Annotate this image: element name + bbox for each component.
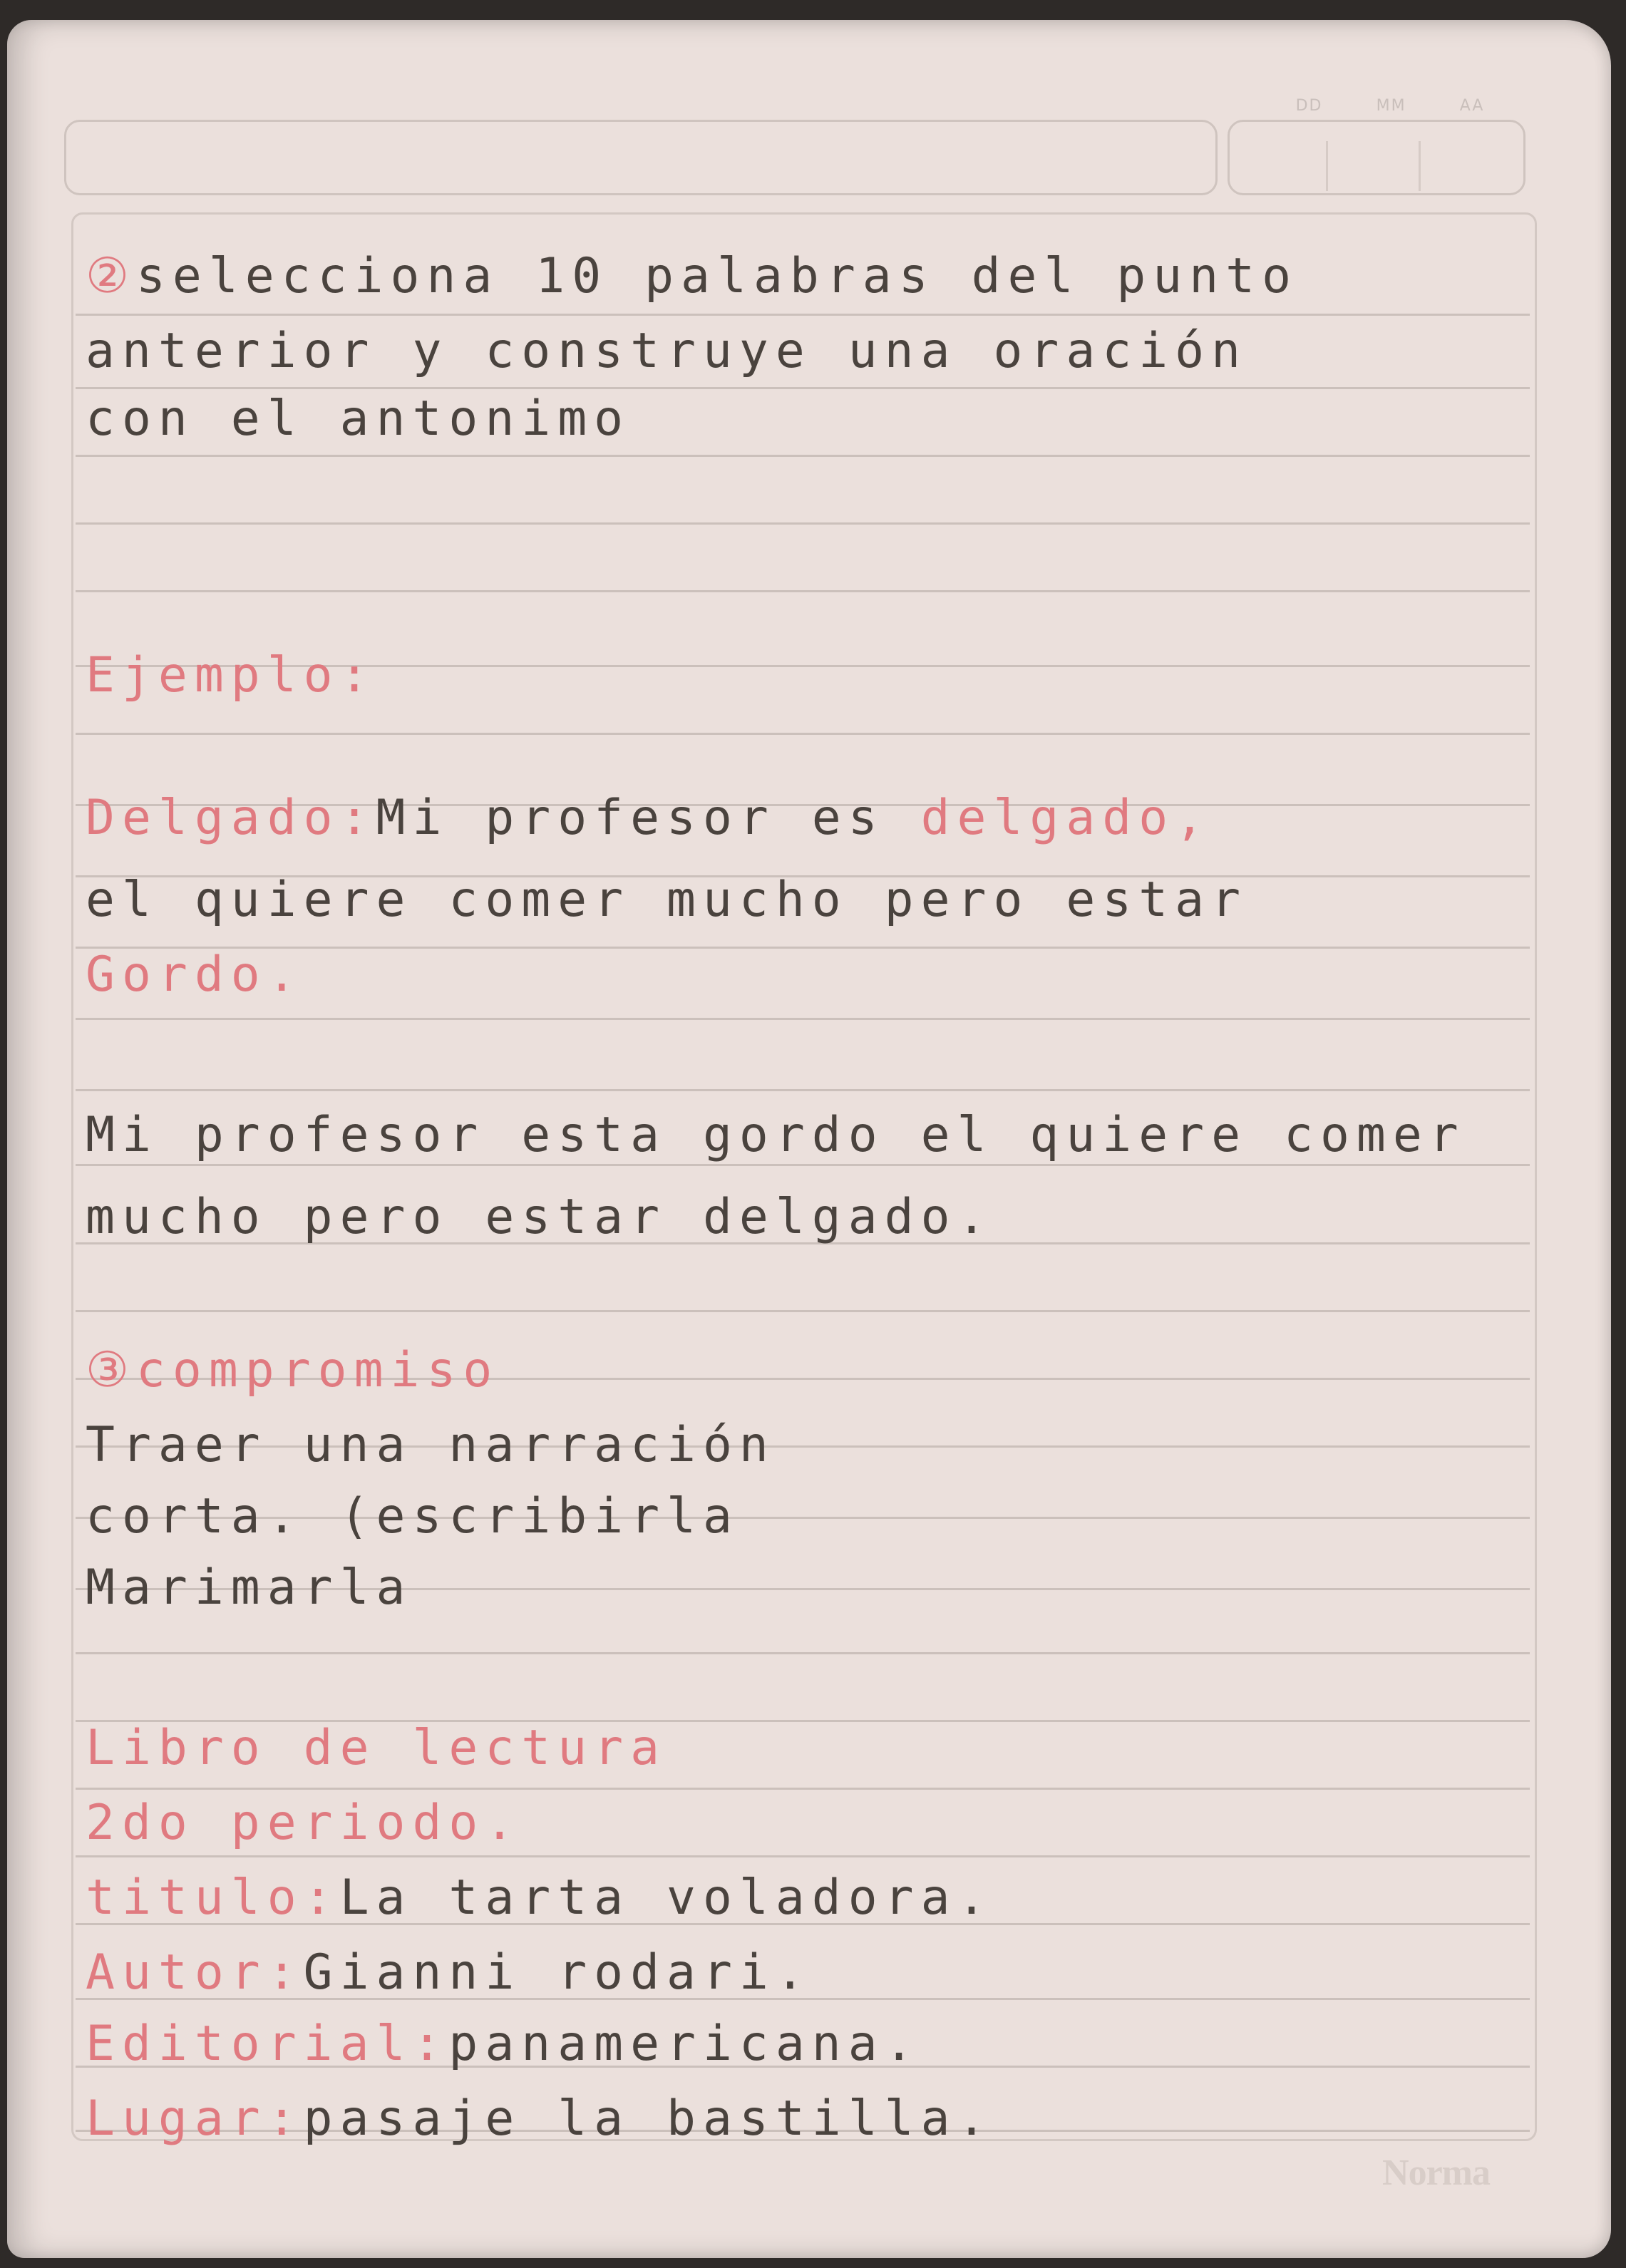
text-line: [86, 323, 1247, 379]
text-line: [86, 1189, 994, 1245]
text-line: [86, 790, 1211, 846]
text-line: [86, 1720, 667, 1776]
text-line: [86, 1488, 739, 1545]
line-text: con el antonimo: [86, 391, 631, 447]
text-line: [86, 391, 630, 447]
line-accent: delgado,: [920, 790, 1212, 846]
ruled-line: [76, 1855, 1530, 1857]
notebook-page: [7, 20, 1611, 2258]
text-line: [86, 1417, 776, 1473]
text-line: [86, 1560, 412, 1616]
ruled-line: [76, 522, 1530, 525]
text-line: [86, 872, 1247, 928]
line-text: Mi profesor es: [376, 790, 921, 846]
ruled-line: [76, 590, 1530, 592]
line-text: pasaje la bastilla.: [303, 2091, 994, 2147]
item-number: ③: [86, 1342, 136, 1398]
line-text: panamericana.: [448, 2016, 921, 2072]
line-label: compromiso: [135, 1342, 500, 1398]
line-text: corta. (escribirla: [86, 1488, 739, 1545]
date-label-day: DD: [1295, 97, 1323, 115]
ruled-line: [76, 1652, 1530, 1654]
ruled-line: [76, 1018, 1530, 1020]
ruled-line: [76, 387, 1530, 389]
item-number: ②: [86, 248, 136, 304]
text-line: [86, 1944, 812, 2001]
line-label: Editorial:: [86, 2016, 449, 2072]
text-line: [86, 947, 304, 1003]
line-label: Libro de lectura: [86, 1720, 667, 1776]
line-label: Gordo.: [86, 947, 304, 1003]
line-text: el quiere comer mucho pero estar: [86, 872, 1248, 928]
line-label: 2do periodo.: [86, 1795, 522, 1851]
line-text: Mi profesor esta gordo el quiere comer: [86, 1107, 1466, 1163]
text-line: [86, 647, 376, 703]
ruled-line: [76, 455, 1530, 457]
ruled-line: [76, 1788, 1530, 1790]
date-labels: [1269, 97, 1511, 115]
date-label-year: AA: [1459, 97, 1485, 115]
ruled-line: [76, 1310, 1530, 1312]
line-text: La tarta voladora.: [339, 1870, 994, 1926]
date-divider: [1326, 141, 1328, 191]
line-label: Autor:: [86, 1944, 304, 2001]
brand-logo: Norma: [1382, 2153, 1490, 2193]
text-line: [86, 2091, 994, 2147]
line-text: anterior y construye una oración: [86, 323, 1248, 379]
line-label: Ejemplo:: [86, 647, 376, 703]
date-label-month: MM: [1376, 97, 1406, 115]
title-field: [64, 120, 1218, 195]
line-text: Traer una narración: [86, 1417, 776, 1473]
line-label: Lugar:: [86, 2091, 304, 2147]
text-line: [86, 2016, 921, 2072]
text-line: [86, 248, 1298, 304]
line-label: Delgado:: [86, 790, 376, 846]
ruled-line: [76, 314, 1530, 316]
date-field: [1228, 120, 1525, 195]
ruled-area: [71, 212, 1537, 2141]
line-text: mucho pero estar delgado.: [86, 1189, 994, 1245]
line-text: Marimarla: [86, 1560, 413, 1616]
text-line: [86, 1795, 521, 1851]
ruled-line: [76, 1089, 1530, 1091]
line-label: titulo:: [86, 1870, 340, 1926]
line-text: Gianni rodari.: [303, 1944, 812, 2001]
text-line: [86, 1870, 994, 1926]
date-divider: [1419, 141, 1421, 191]
text-line: [86, 1342, 499, 1398]
text-line: [86, 1107, 1466, 1163]
ruled-line: [76, 733, 1530, 735]
ruled-line: [76, 1164, 1530, 1166]
line-text: selecciona 10 palabras del punto: [135, 248, 1299, 304]
